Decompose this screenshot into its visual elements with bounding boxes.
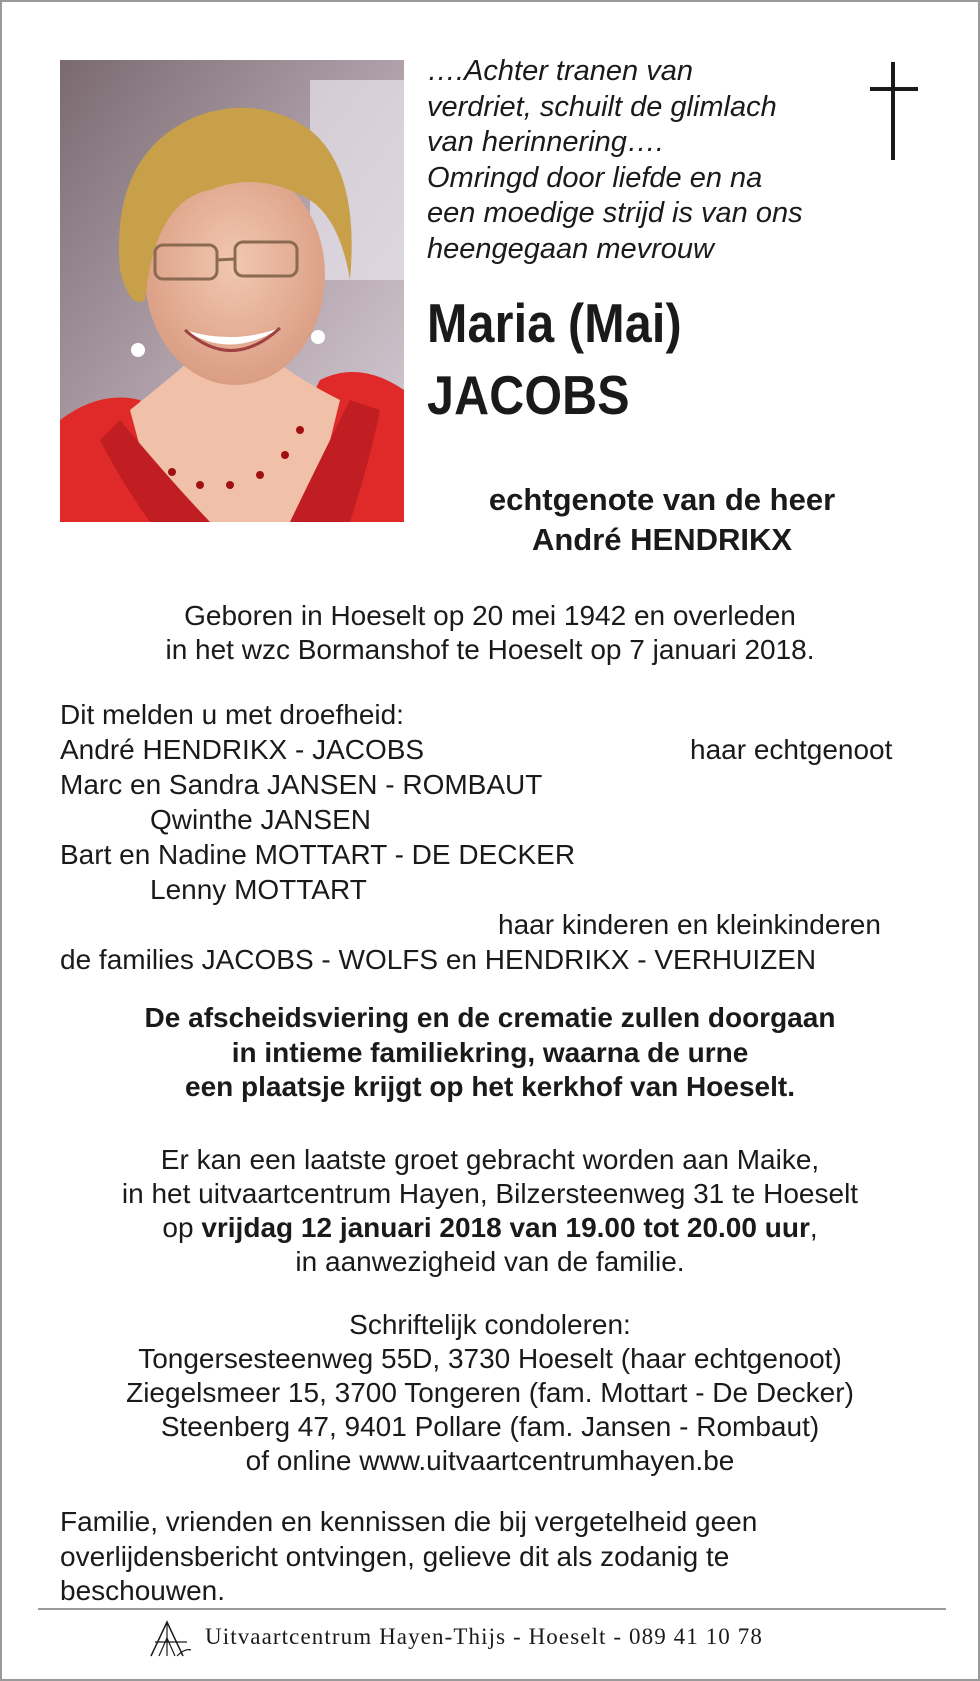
memorial-quote bbox=[427, 54, 857, 267]
quote-line: een moedige strijd is van ons bbox=[427, 197, 803, 229]
spouse-name: André HENDRIKX bbox=[531, 522, 793, 557]
family-grandchild-1: Qwinthe JANSEN bbox=[150, 804, 371, 835]
visitation-info bbox=[42, 1143, 938, 1279]
footnote-line: Familie, vrienden en kennissen die bij vergetelheid geen bbox=[60, 1506, 758, 1537]
condolence-heading: Schriftelijk condoleren: bbox=[349, 1309, 631, 1340]
ceremony-line: De afscheidsviering en de crematie zullen doorgaan bbox=[144, 1002, 836, 1033]
condolence-online: of online www.uitvaartcentrumhayen.be bbox=[245, 1445, 735, 1476]
ceremony-line: in intieme familiekring, waarna de urne bbox=[231, 1036, 749, 1068]
condolence-address: Steenberg 47, 9401 Pollare (fam. Jansen - Rombaut) bbox=[160, 1411, 820, 1442]
visit-prefix: op bbox=[162, 1212, 202, 1243]
quote-line: Omringd door liefde en na bbox=[427, 161, 763, 194]
visit-line: in het uitvaartcentrum Hayen, Bilzersteenweg 31 te Hoeselt bbox=[121, 1178, 859, 1209]
visit-date-time: vrijdag 12 januari 2018 van 19.00 tot 20.00 uur bbox=[201, 1212, 810, 1243]
visit-line: Er kan een laatste groet gebracht worden aan Maike, bbox=[160, 1144, 820, 1175]
family-other-families: de families JACOBS - WOLFS en HENDRIKX - VERHUIZEN bbox=[60, 944, 817, 975]
condolence-address: Tongersesteenweg 55D, 3730 Hoeselt (haar echtgenoot) bbox=[138, 1343, 842, 1374]
funeral-home-logo-icon bbox=[147, 1618, 193, 1658]
portrait-photo bbox=[60, 60, 404, 522]
visit-line: in aanwezigheid van de familie. bbox=[295, 1246, 685, 1277]
cross-icon bbox=[864, 62, 924, 162]
spouse-block bbox=[402, 480, 922, 560]
family-child-2: Bart en Nadine MOTTART - DE DECKER bbox=[60, 839, 576, 870]
family-spouse-role: haar echtgenoot bbox=[690, 734, 893, 765]
family-spouse-name: André HENDRIKX - JACOBS bbox=[60, 734, 425, 765]
spouse-relation: echtgenote van de heer bbox=[488, 482, 836, 517]
quote-line: ….Achter tranen van bbox=[427, 55, 693, 87]
family-grandchild-2: Lenny MOTTART bbox=[150, 874, 367, 905]
footnote-line: beschouwen. bbox=[60, 1575, 226, 1606]
ceremony-line: een plaatsje krijgt op het kerkhof van Hoeselt. bbox=[185, 1071, 795, 1102]
visit-suffix: , bbox=[809, 1212, 818, 1243]
ceremony-notice bbox=[42, 1001, 938, 1105]
funeral-home-contact: Uitvaartcentrum Hayen-Thijs - Hoeselt - 089 41 10 78 bbox=[205, 1624, 763, 1649]
footnote bbox=[60, 1505, 860, 1609]
family-child-1: Marc en Sandra JANSEN - ROMBAUT bbox=[60, 769, 543, 800]
footer-divider bbox=[38, 1608, 946, 1610]
death-line: in het wzc Bormanshof te Hoeselt op 7 januari 2018. bbox=[165, 634, 815, 665]
quote-line: verdriet, schuilt de glimlach bbox=[427, 90, 777, 123]
condolence-address: Ziegelsmeer 15, 3700 Tongeren (fam. Mottart - De Decker) bbox=[126, 1377, 854, 1408]
condolence-addresses bbox=[42, 1308, 938, 1478]
quote-line: van herinnering…. bbox=[427, 126, 664, 158]
family-children-role: haar kinderen en kleinkinderen bbox=[498, 909, 881, 940]
deceased-last-name: JACOBS bbox=[427, 364, 630, 426]
funeral-home-footer bbox=[147, 1614, 907, 1664]
portrait-illustration bbox=[60, 60, 404, 522]
deceased-name bbox=[427, 287, 682, 431]
footnote-line: overlijdensbericht ontvingen, gelieve dit als zodanig te bbox=[60, 1540, 730, 1572]
birth-line: Geboren in Hoeselt op 20 mei 1942 en overleden bbox=[184, 600, 796, 631]
birth-death-info bbox=[42, 599, 938, 667]
quote-line: heengegaan mevrouw bbox=[427, 232, 714, 265]
deceased-first-name: Maria (Mai) bbox=[427, 292, 682, 354]
family-intro: Dit melden u met droefheid: bbox=[60, 699, 404, 730]
